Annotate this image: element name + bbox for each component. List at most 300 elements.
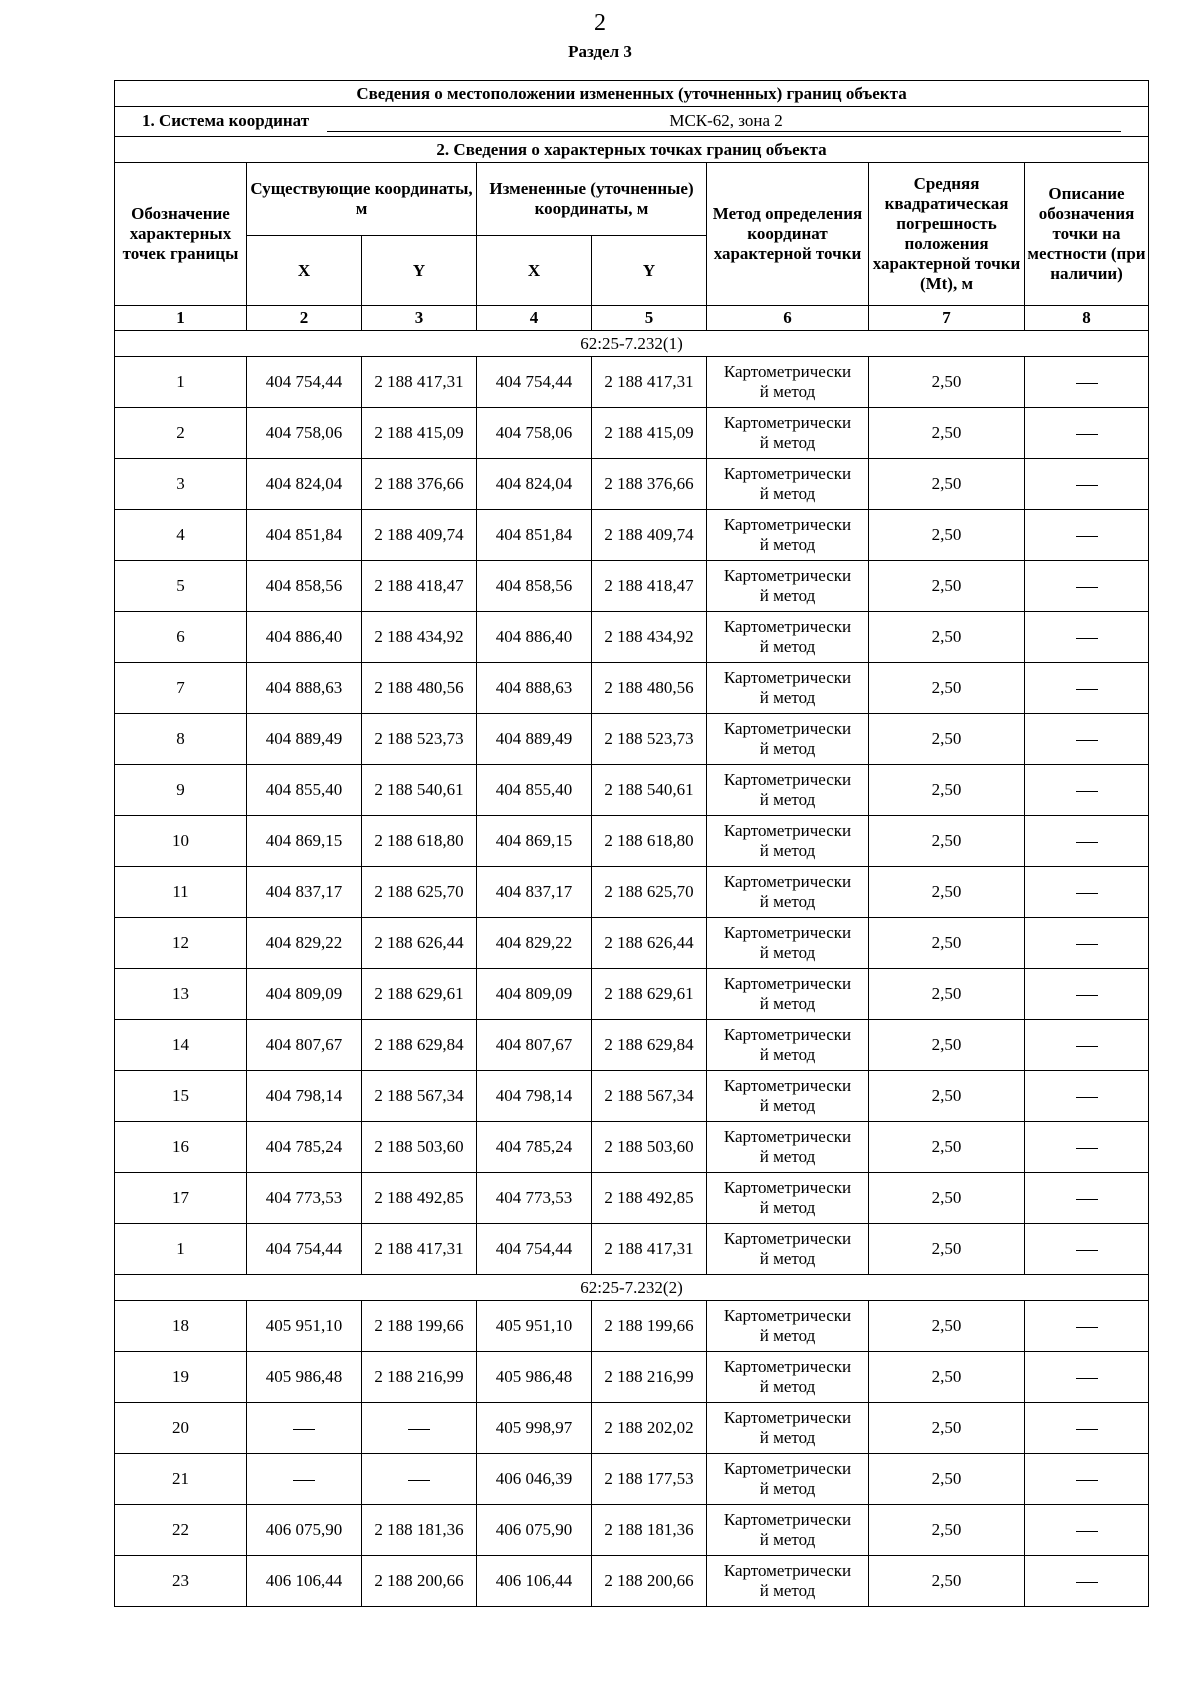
existing-x: 404 754,44 xyxy=(247,1224,362,1275)
coord-system-row xyxy=(115,107,1149,137)
point-number: 3 xyxy=(115,459,247,510)
changed-x: 404 785,24 xyxy=(477,1122,592,1173)
existing-x: 406 106,44 xyxy=(247,1556,362,1607)
method-cell xyxy=(707,1352,869,1403)
method-cell xyxy=(707,1020,869,1071)
existing-x: 406 075,90 xyxy=(247,1505,362,1556)
description-cell xyxy=(1025,816,1149,867)
method-line: Картометрически xyxy=(723,464,852,483)
existing-x: 404 855,40 xyxy=(247,765,362,816)
column-number: 3 xyxy=(362,306,477,331)
point-number: 19 xyxy=(115,1352,247,1403)
point-number: 16 xyxy=(115,1122,247,1173)
changed-x: 406 046,39 xyxy=(477,1454,592,1505)
empty-dash xyxy=(1076,1046,1098,1047)
method-line: Картометрически xyxy=(723,1127,852,1146)
existing-x: 404 886,40 xyxy=(247,612,362,663)
error-value: 2,50 xyxy=(869,1403,1025,1454)
existing-y: 2 188 567,34 xyxy=(362,1071,477,1122)
changed-y: 2 188 626,44 xyxy=(592,918,707,969)
point-number: 10 xyxy=(115,816,247,867)
description-cell xyxy=(1025,765,1149,816)
error-value: 2,50 xyxy=(869,1020,1025,1071)
existing-x: 405 951,10 xyxy=(247,1301,362,1352)
method-line: й метод xyxy=(759,1326,816,1345)
table-row xyxy=(115,357,1149,408)
description-cell xyxy=(1025,1352,1149,1403)
method-line: Картометрически xyxy=(723,668,852,687)
column-number: 2 xyxy=(247,306,362,331)
empty-dash xyxy=(1076,1199,1098,1200)
existing-x: 404 888,63 xyxy=(247,663,362,714)
existing-y: 2 188 409,74 xyxy=(362,510,477,561)
existing-y: 2 188 629,61 xyxy=(362,969,477,1020)
existing-y: 2 188 629,84 xyxy=(362,1020,477,1071)
description-cell xyxy=(1025,408,1149,459)
error-value: 2,50 xyxy=(869,1505,1025,1556)
table-title: Сведения о местоположении измененных (уточненных) границ объекта xyxy=(115,81,1149,107)
empty-dash xyxy=(1076,791,1098,792)
empty-dash xyxy=(1076,842,1098,843)
point-number: 1 xyxy=(115,357,247,408)
method-line: й метод xyxy=(759,688,816,707)
empty-dash xyxy=(1076,740,1098,741)
error-value: 2,50 xyxy=(869,1071,1025,1122)
method-line: Картометрически xyxy=(723,617,852,636)
existing-x: 404 829,22 xyxy=(247,918,362,969)
method-line: й метод xyxy=(759,1530,816,1549)
changed-y: 2 188 480,56 xyxy=(592,663,707,714)
changed-y: 2 188 181,36 xyxy=(592,1505,707,1556)
existing-x: 404 889,49 xyxy=(247,714,362,765)
empty-dash xyxy=(1076,1327,1098,1328)
header-error: Средняя квадратическая погрешность положения характерной точки (Mt), м xyxy=(869,163,1025,306)
table-row xyxy=(115,765,1149,816)
point-number: 17 xyxy=(115,1173,247,1224)
description-cell xyxy=(1025,1122,1149,1173)
error-value: 2,50 xyxy=(869,1556,1025,1607)
existing-x: 404 785,24 xyxy=(247,1122,362,1173)
header-changed-coords: Измененные (уточненные) координаты, м xyxy=(477,163,707,236)
table-row xyxy=(115,612,1149,663)
table-row xyxy=(115,918,1149,969)
boundary-table xyxy=(114,80,1149,1607)
error-value: 2,50 xyxy=(869,357,1025,408)
changed-x: 404 888,63 xyxy=(477,663,592,714)
method-line: й метод xyxy=(759,1428,816,1447)
error-value: 2,50 xyxy=(869,1122,1025,1173)
description-cell xyxy=(1025,867,1149,918)
point-number: 11 xyxy=(115,867,247,918)
description-cell xyxy=(1025,1224,1149,1275)
method-line: Картометрически xyxy=(723,923,852,942)
changed-y: 2 188 409,74 xyxy=(592,510,707,561)
description-cell xyxy=(1025,1454,1149,1505)
empty-dash xyxy=(1076,638,1098,639)
changed-y: 2 188 200,66 xyxy=(592,1556,707,1607)
parcel-label: 62:25-7.232(1) xyxy=(115,331,1149,357)
header-changed-y: Y xyxy=(592,236,707,306)
error-value: 2,50 xyxy=(869,561,1025,612)
changed-y: 2 188 492,85 xyxy=(592,1173,707,1224)
header-method: Метод определения координат характерной точки xyxy=(707,163,869,306)
table-row xyxy=(115,714,1149,765)
changed-y: 2 188 629,61 xyxy=(592,969,707,1020)
header-description: Описание обозначения точки на местности (при наличии) xyxy=(1025,163,1149,306)
method-line: Картометрически xyxy=(723,1178,852,1197)
method-line: й метод xyxy=(759,1147,816,1166)
empty-dash xyxy=(1076,1582,1098,1583)
error-value: 2,50 xyxy=(869,663,1025,714)
point-number: 21 xyxy=(115,1454,247,1505)
empty-dash xyxy=(1076,536,1098,537)
changed-y: 2 188 434,92 xyxy=(592,612,707,663)
table-row xyxy=(115,1352,1149,1403)
existing-y: 2 188 523,73 xyxy=(362,714,477,765)
existing-y xyxy=(362,1454,477,1505)
method-line: й метод xyxy=(759,892,816,911)
existing-y: 2 188 216,99 xyxy=(362,1352,477,1403)
changed-x: 404 754,44 xyxy=(477,357,592,408)
method-line: й метод xyxy=(759,1249,816,1268)
existing-y: 2 188 540,61 xyxy=(362,765,477,816)
method-line: Картометрически xyxy=(723,362,852,381)
point-number: 2 xyxy=(115,408,247,459)
existing-x: 404 858,56 xyxy=(247,561,362,612)
method-cell xyxy=(707,1505,869,1556)
empty-dash xyxy=(1076,1531,1098,1532)
empty-dash xyxy=(1076,587,1098,588)
existing-x: 404 758,06 xyxy=(247,408,362,459)
changed-x: 404 798,14 xyxy=(477,1071,592,1122)
point-number: 4 xyxy=(115,510,247,561)
description-cell xyxy=(1025,612,1149,663)
empty-dash xyxy=(1076,893,1098,894)
method-line: Картометрически xyxy=(723,1357,852,1376)
changed-y: 2 188 418,47 xyxy=(592,561,707,612)
method-line: Картометрически xyxy=(723,1561,852,1580)
description-cell xyxy=(1025,918,1149,969)
header-existing-coords: Существующие координаты, м xyxy=(247,163,477,236)
method-line: й метод xyxy=(759,1581,816,1600)
table-row xyxy=(115,1505,1149,1556)
error-value: 2,50 xyxy=(869,459,1025,510)
error-value: 2,50 xyxy=(869,1224,1025,1275)
coord-system-label: 1. Система координат xyxy=(141,111,310,130)
changed-x: 404 758,06 xyxy=(477,408,592,459)
table-row xyxy=(115,459,1149,510)
table-row xyxy=(115,1122,1149,1173)
method-line: й метод xyxy=(759,382,816,401)
method-cell xyxy=(707,1173,869,1224)
method-line: й метод xyxy=(759,433,816,452)
method-cell xyxy=(707,1071,869,1122)
changed-x: 406 075,90 xyxy=(477,1505,592,1556)
existing-y: 2 188 200,66 xyxy=(362,1556,477,1607)
column-numbers-row xyxy=(115,306,1149,331)
method-line: й метод xyxy=(759,1198,816,1217)
header-existing-x: X xyxy=(247,236,362,306)
method-cell xyxy=(707,1556,869,1607)
error-value: 2,50 xyxy=(869,1352,1025,1403)
existing-x: 404 809,09 xyxy=(247,969,362,1020)
changed-y: 2 188 625,70 xyxy=(592,867,707,918)
method-cell xyxy=(707,1301,869,1352)
changed-x: 404 869,15 xyxy=(477,816,592,867)
point-number: 13 xyxy=(115,969,247,1020)
column-number: 4 xyxy=(477,306,592,331)
column-number: 8 xyxy=(1025,306,1149,331)
method-cell xyxy=(707,969,869,1020)
existing-y: 2 188 626,44 xyxy=(362,918,477,969)
existing-y: 2 188 434,92 xyxy=(362,612,477,663)
error-value: 2,50 xyxy=(869,867,1025,918)
method-cell xyxy=(707,1454,869,1505)
method-line: Картометрически xyxy=(723,1025,852,1044)
error-value: 2,50 xyxy=(869,816,1025,867)
method-line: й метод xyxy=(759,637,816,656)
changed-x: 404 851,84 xyxy=(477,510,592,561)
method-line: Картометрически xyxy=(723,1306,852,1325)
method-line: й метод xyxy=(759,1045,816,1064)
changed-y: 2 188 202,02 xyxy=(592,1403,707,1454)
changed-x: 404 807,67 xyxy=(477,1020,592,1071)
changed-x: 404 829,22 xyxy=(477,918,592,969)
method-line: й метод xyxy=(759,1479,816,1498)
table-row xyxy=(115,1301,1149,1352)
method-cell xyxy=(707,714,869,765)
existing-y: 2 188 376,66 xyxy=(362,459,477,510)
empty-dash xyxy=(1076,1480,1098,1481)
existing-x: 404 824,04 xyxy=(247,459,362,510)
method-cell xyxy=(707,357,869,408)
method-line: Картометрически xyxy=(723,1408,852,1427)
coord-system-value: МСК-62, зона 2 xyxy=(327,111,1121,132)
changed-y: 2 188 629,84 xyxy=(592,1020,707,1071)
empty-dash xyxy=(1076,1250,1098,1251)
method-line: Картометрически xyxy=(723,1229,852,1248)
existing-x xyxy=(247,1403,362,1454)
changed-x: 406 106,44 xyxy=(477,1556,592,1607)
method-line: Картометрически xyxy=(723,719,852,738)
column-number: 6 xyxy=(707,306,869,331)
method-line: й метод xyxy=(759,1096,816,1115)
method-cell xyxy=(707,510,869,561)
empty-dash xyxy=(1076,1429,1098,1430)
method-line: Картометрически xyxy=(723,770,852,789)
description-cell xyxy=(1025,969,1149,1020)
existing-x: 404 851,84 xyxy=(247,510,362,561)
changed-y: 2 188 567,34 xyxy=(592,1071,707,1122)
error-value: 2,50 xyxy=(869,510,1025,561)
description-cell xyxy=(1025,357,1149,408)
changed-y: 2 188 417,31 xyxy=(592,1224,707,1275)
method-line: й метод xyxy=(759,943,816,962)
changed-y: 2 188 177,53 xyxy=(592,1454,707,1505)
description-cell xyxy=(1025,1173,1149,1224)
empty-dash xyxy=(1076,383,1098,384)
changed-y: 2 188 523,73 xyxy=(592,714,707,765)
table-row xyxy=(115,663,1149,714)
table-row xyxy=(115,867,1149,918)
point-number: 1 xyxy=(115,1224,247,1275)
method-cell xyxy=(707,918,869,969)
parcel-group-row xyxy=(115,1275,1149,1301)
error-value: 2,50 xyxy=(869,612,1025,663)
method-cell xyxy=(707,765,869,816)
changed-x: 404 809,09 xyxy=(477,969,592,1020)
description-cell xyxy=(1025,561,1149,612)
empty-dash xyxy=(1076,1378,1098,1379)
method-line: Картометрически xyxy=(723,872,852,891)
description-cell xyxy=(1025,459,1149,510)
empty-dash xyxy=(1076,1148,1098,1149)
method-line: Картометрически xyxy=(723,1076,852,1095)
existing-y: 2 188 503,60 xyxy=(362,1122,477,1173)
point-number: 14 xyxy=(115,1020,247,1071)
existing-y: 2 188 417,31 xyxy=(362,1224,477,1275)
description-cell xyxy=(1025,1301,1149,1352)
description-cell xyxy=(1025,663,1149,714)
table-row xyxy=(115,1224,1149,1275)
changed-y: 2 188 376,66 xyxy=(592,459,707,510)
parcel-label: 62:25-7.232(2) xyxy=(115,1275,1149,1301)
error-value: 2,50 xyxy=(869,765,1025,816)
empty-dash xyxy=(1076,1097,1098,1098)
changed-y: 2 188 503,60 xyxy=(592,1122,707,1173)
section-title: Раздел 3 xyxy=(568,42,632,61)
existing-x: 404 837,17 xyxy=(247,867,362,918)
existing-x: 404 807,67 xyxy=(247,1020,362,1071)
header-existing-y: Y xyxy=(362,236,477,306)
existing-y: 2 188 492,85 xyxy=(362,1173,477,1224)
point-number: 18 xyxy=(115,1301,247,1352)
changed-y: 2 188 417,31 xyxy=(592,357,707,408)
existing-y: 2 188 417,31 xyxy=(362,357,477,408)
description-cell xyxy=(1025,1403,1149,1454)
method-line: й метод xyxy=(759,1377,816,1396)
table-row xyxy=(115,1454,1149,1505)
method-line: й метод xyxy=(759,790,816,809)
empty-dash xyxy=(293,1480,315,1481)
error-value: 2,50 xyxy=(869,714,1025,765)
existing-y: 2 188 181,36 xyxy=(362,1505,477,1556)
empty-dash xyxy=(408,1480,430,1481)
method-line: Картометрически xyxy=(723,566,852,585)
table-row xyxy=(115,1556,1149,1607)
method-cell xyxy=(707,867,869,918)
header-changed-x: X xyxy=(477,236,592,306)
changed-x: 404 824,04 xyxy=(477,459,592,510)
error-value: 2,50 xyxy=(869,1173,1025,1224)
changed-y: 2 188 618,80 xyxy=(592,816,707,867)
point-number: 7 xyxy=(115,663,247,714)
changed-x: 404 837,17 xyxy=(477,867,592,918)
method-cell xyxy=(707,816,869,867)
existing-x: 404 869,15 xyxy=(247,816,362,867)
description-cell xyxy=(1025,1071,1149,1122)
point-number: 12 xyxy=(115,918,247,969)
description-cell xyxy=(1025,1020,1149,1071)
existing-y: 2 188 199,66 xyxy=(362,1301,477,1352)
method-line: Картометрически xyxy=(723,1510,852,1529)
table-row xyxy=(115,561,1149,612)
method-line: Картометрически xyxy=(723,1459,852,1478)
points-title: 2. Сведения о характерных точках границ объекта xyxy=(115,137,1149,163)
point-number: 23 xyxy=(115,1556,247,1607)
method-line: й метод xyxy=(759,841,816,860)
existing-x: 405 986,48 xyxy=(247,1352,362,1403)
existing-y xyxy=(362,1403,477,1454)
empty-dash xyxy=(1076,689,1098,690)
changed-y: 2 188 540,61 xyxy=(592,765,707,816)
description-cell xyxy=(1025,1505,1149,1556)
error-value: 2,50 xyxy=(869,1301,1025,1352)
method-cell xyxy=(707,1403,869,1454)
method-line: Картометрически xyxy=(723,974,852,993)
method-cell xyxy=(707,408,869,459)
method-line: й метод xyxy=(759,586,816,605)
method-cell xyxy=(707,1224,869,1275)
method-line: Картометрически xyxy=(723,413,852,432)
point-number: 5 xyxy=(115,561,247,612)
point-number: 8 xyxy=(115,714,247,765)
changed-y: 2 188 216,99 xyxy=(592,1352,707,1403)
empty-dash xyxy=(1076,944,1098,945)
changed-x: 405 986,48 xyxy=(477,1352,592,1403)
method-cell xyxy=(707,612,869,663)
point-number: 22 xyxy=(115,1505,247,1556)
method-line: й метод xyxy=(759,484,816,503)
changed-x: 404 773,53 xyxy=(477,1173,592,1224)
method-cell xyxy=(707,663,869,714)
table-row xyxy=(115,1173,1149,1224)
table-row xyxy=(115,816,1149,867)
existing-y: 2 188 418,47 xyxy=(362,561,477,612)
changed-x: 405 951,10 xyxy=(477,1301,592,1352)
existing-y: 2 188 480,56 xyxy=(362,663,477,714)
changed-x: 405 998,97 xyxy=(477,1403,592,1454)
header-point-designation: Обозначение характерных точек границы xyxy=(115,163,247,306)
error-value: 2,50 xyxy=(869,918,1025,969)
existing-x: 404 754,44 xyxy=(247,357,362,408)
empty-dash xyxy=(1076,995,1098,996)
column-number: 1 xyxy=(115,306,247,331)
changed-x: 404 858,56 xyxy=(477,561,592,612)
changed-y: 2 188 415,09 xyxy=(592,408,707,459)
changed-x: 404 889,49 xyxy=(477,714,592,765)
description-cell xyxy=(1025,714,1149,765)
column-number: 5 xyxy=(592,306,707,331)
changed-x: 404 754,44 xyxy=(477,1224,592,1275)
changed-x: 404 855,40 xyxy=(477,765,592,816)
empty-dash xyxy=(1076,485,1098,486)
error-value: 2,50 xyxy=(869,969,1025,1020)
parcel-group-row xyxy=(115,331,1149,357)
method-cell xyxy=(707,459,869,510)
table-row xyxy=(115,1403,1149,1454)
page-number: 2 xyxy=(594,10,606,36)
description-cell xyxy=(1025,510,1149,561)
method-line: й метод xyxy=(759,535,816,554)
point-number: 9 xyxy=(115,765,247,816)
changed-y: 2 188 199,66 xyxy=(592,1301,707,1352)
table-row xyxy=(115,1071,1149,1122)
point-number: 15 xyxy=(115,1071,247,1122)
empty-dash xyxy=(293,1429,315,1430)
existing-y: 2 188 618,80 xyxy=(362,816,477,867)
empty-dash xyxy=(1076,434,1098,435)
